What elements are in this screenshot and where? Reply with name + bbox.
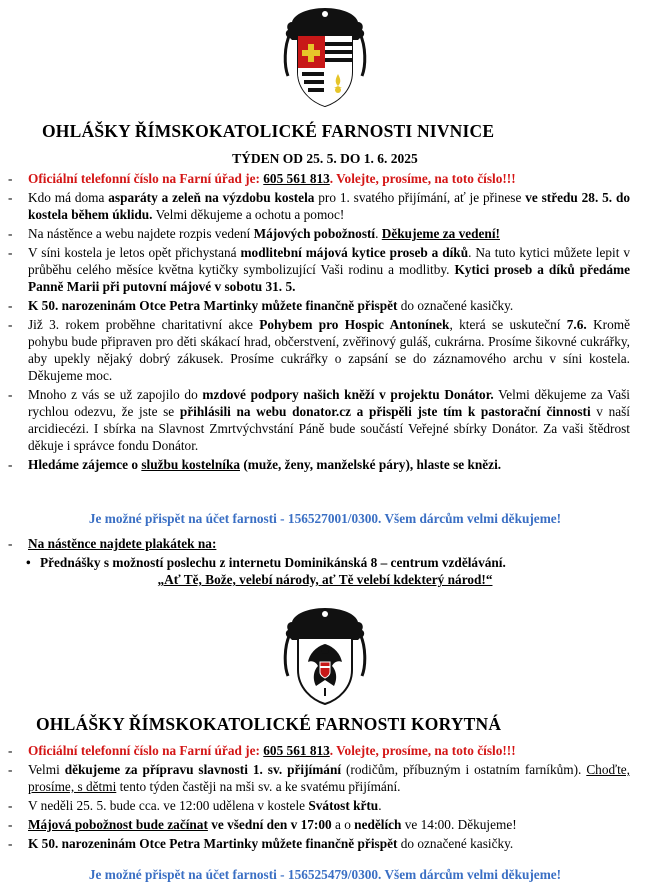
korytna-account-note: Je možné přispět na účet farnosti - 156525479/0300. Všem dárcům velmi děkujeme! [88, 867, 562, 882]
announcement-bouquet: - V síni kostela je letos opět přichystaná modlitební májová kytice proseb a díků. Na tuto kytici můžete lepit v průběhu celého měsíce května kytičky symbolizující Vaši rodinu a modlitby. Kytici proseb a díků předáme Panně Marii při putovní májové v sobotu 31. 5. [8, 245, 631, 294]
announcement-sacristan: - Hledáme zájemce o službu kostelníka (muže, ženy, manželské páry), hlaste se knězi. [8, 457, 502, 472]
poster-section [0, 535, 650, 588]
announcement-donator: - Mnoho z vás se už zapojilo do mzdové podpory našich kněží v projektu Donátor. Velmi děkujeme za Vaši rychlou odezvu, že jste se přihlásili na webu donator.cz a přispěli jste tím k pastorační činnosti v naší arcidiecézi. I sbírka na Slavnost Zmrtvýchvstání Páně bude součástí Veřejné sbírky Donátor. Za vaši štědrost děkuje i správce fondu Donátor. [8, 387, 631, 453]
lecture-item: • Přednášky s možností poslechu z internetu Dominikánská 8 – centrum vzdělávání. [26, 555, 506, 570]
korytna-announcement-baptism: - V neděli 25. 5. bude cca. ve 12:00 udělena v kostele Svátost křtu. [8, 798, 382, 813]
korytna-announcements [0, 742, 650, 854]
korytna-announcement-phone: - Oficiální telefonní číslo na Farní úřad je: 605 561 813. Volejte, prosíme, na toto číslo!!! [8, 743, 516, 758]
announcement-charity: - Již 3. rokem proběhne charitativní akce Pohybem pro Hospic Antonínek, která se uskuteční 7.6. Kromě pohybu bude připraven pro děti skákací hrad, občerstvení, zvěřinový guláš, cukrárna. Prosíme šikovné cukrářky, aby upekly nějaký dobrý zákusek. Prosíme cukrářky o zapsání se do záznamového archu v síni kostela. Děkujeme moc. [8, 317, 631, 383]
announcement-birthday: - K 50. narozeninám Otce Petra Martinky můžete finančně přispět do označené kasičky. [8, 298, 514, 313]
korytna-coat-of-arms-icon [280, 606, 370, 708]
korytna-announcement-birthday: - K 50. narozeninám Otce Petra Martinky můžete finančně přispět do označené kasičky. [8, 836, 514, 851]
korytna-announcement-thanks: - Velmi děkujeme za přípravu slavnosti 1. sv. přijímání (rodičům, příbuzným i ostatním farníkům). Choďte, prosíme, s dětmi tento týden častěji na mši sv. a ke svatému přijímání. [8, 762, 630, 794]
announcement-phone: - Oficiální telefonní číslo na Farní úřad je: 605 561 813. Volejte, prosíme, na toto číslo!!! [8, 171, 516, 186]
announcement-may-devotions: - Na nástěnce a webu najdete rozpis vedení Májových pobožností. Děkujeme za vedení! [8, 226, 500, 241]
korytna-announcement-may: - Májová pobožnost bude začínat ve všední den v 17:00 a o nedělích ve 14:00. Děkujeme! [8, 817, 517, 832]
nivnice-account-note: Je možné přispět na účet farnosti - 156527001/0300. Všem dárcům velmi děkujeme! [88, 511, 562, 526]
psalm-quote: „Ať Tě, Bože, velebí národy, ať Tě velebí kdekterý národ!“ [157, 572, 493, 587]
nivnice-title: OHLÁŠKY ŘÍMSKOKATOLICKÉ FARNOSTI NIVNICE [42, 121, 495, 141]
phone-number: 605 561 813 [263, 171, 330, 186]
poster-heading: - Na nástěnce najdete plakátek na: [8, 536, 217, 551]
nivnice-announcements [0, 170, 650, 475]
announcement-asparagus: - Kdo má doma asparáty a zeleň na výzdobu kostela pro 1. svatého přijímání, ať je přinese ve středu 28. 5. do kostela během úklidu. Velmi děkujeme a ochotu a pomoc! [8, 190, 630, 222]
week-range: TÝDEN OD 25. 5. DO 1. 6. 2025 [232, 151, 418, 166]
nivnice-coat-of-arms-icon [280, 6, 370, 110]
korytna-phone-number: 605 561 813 [263, 743, 330, 758]
korytna-title: OHLÁŠKY ŘÍMSKOKATOLICKÉ FARNOSTI KORYTNÁ [36, 714, 502, 734]
